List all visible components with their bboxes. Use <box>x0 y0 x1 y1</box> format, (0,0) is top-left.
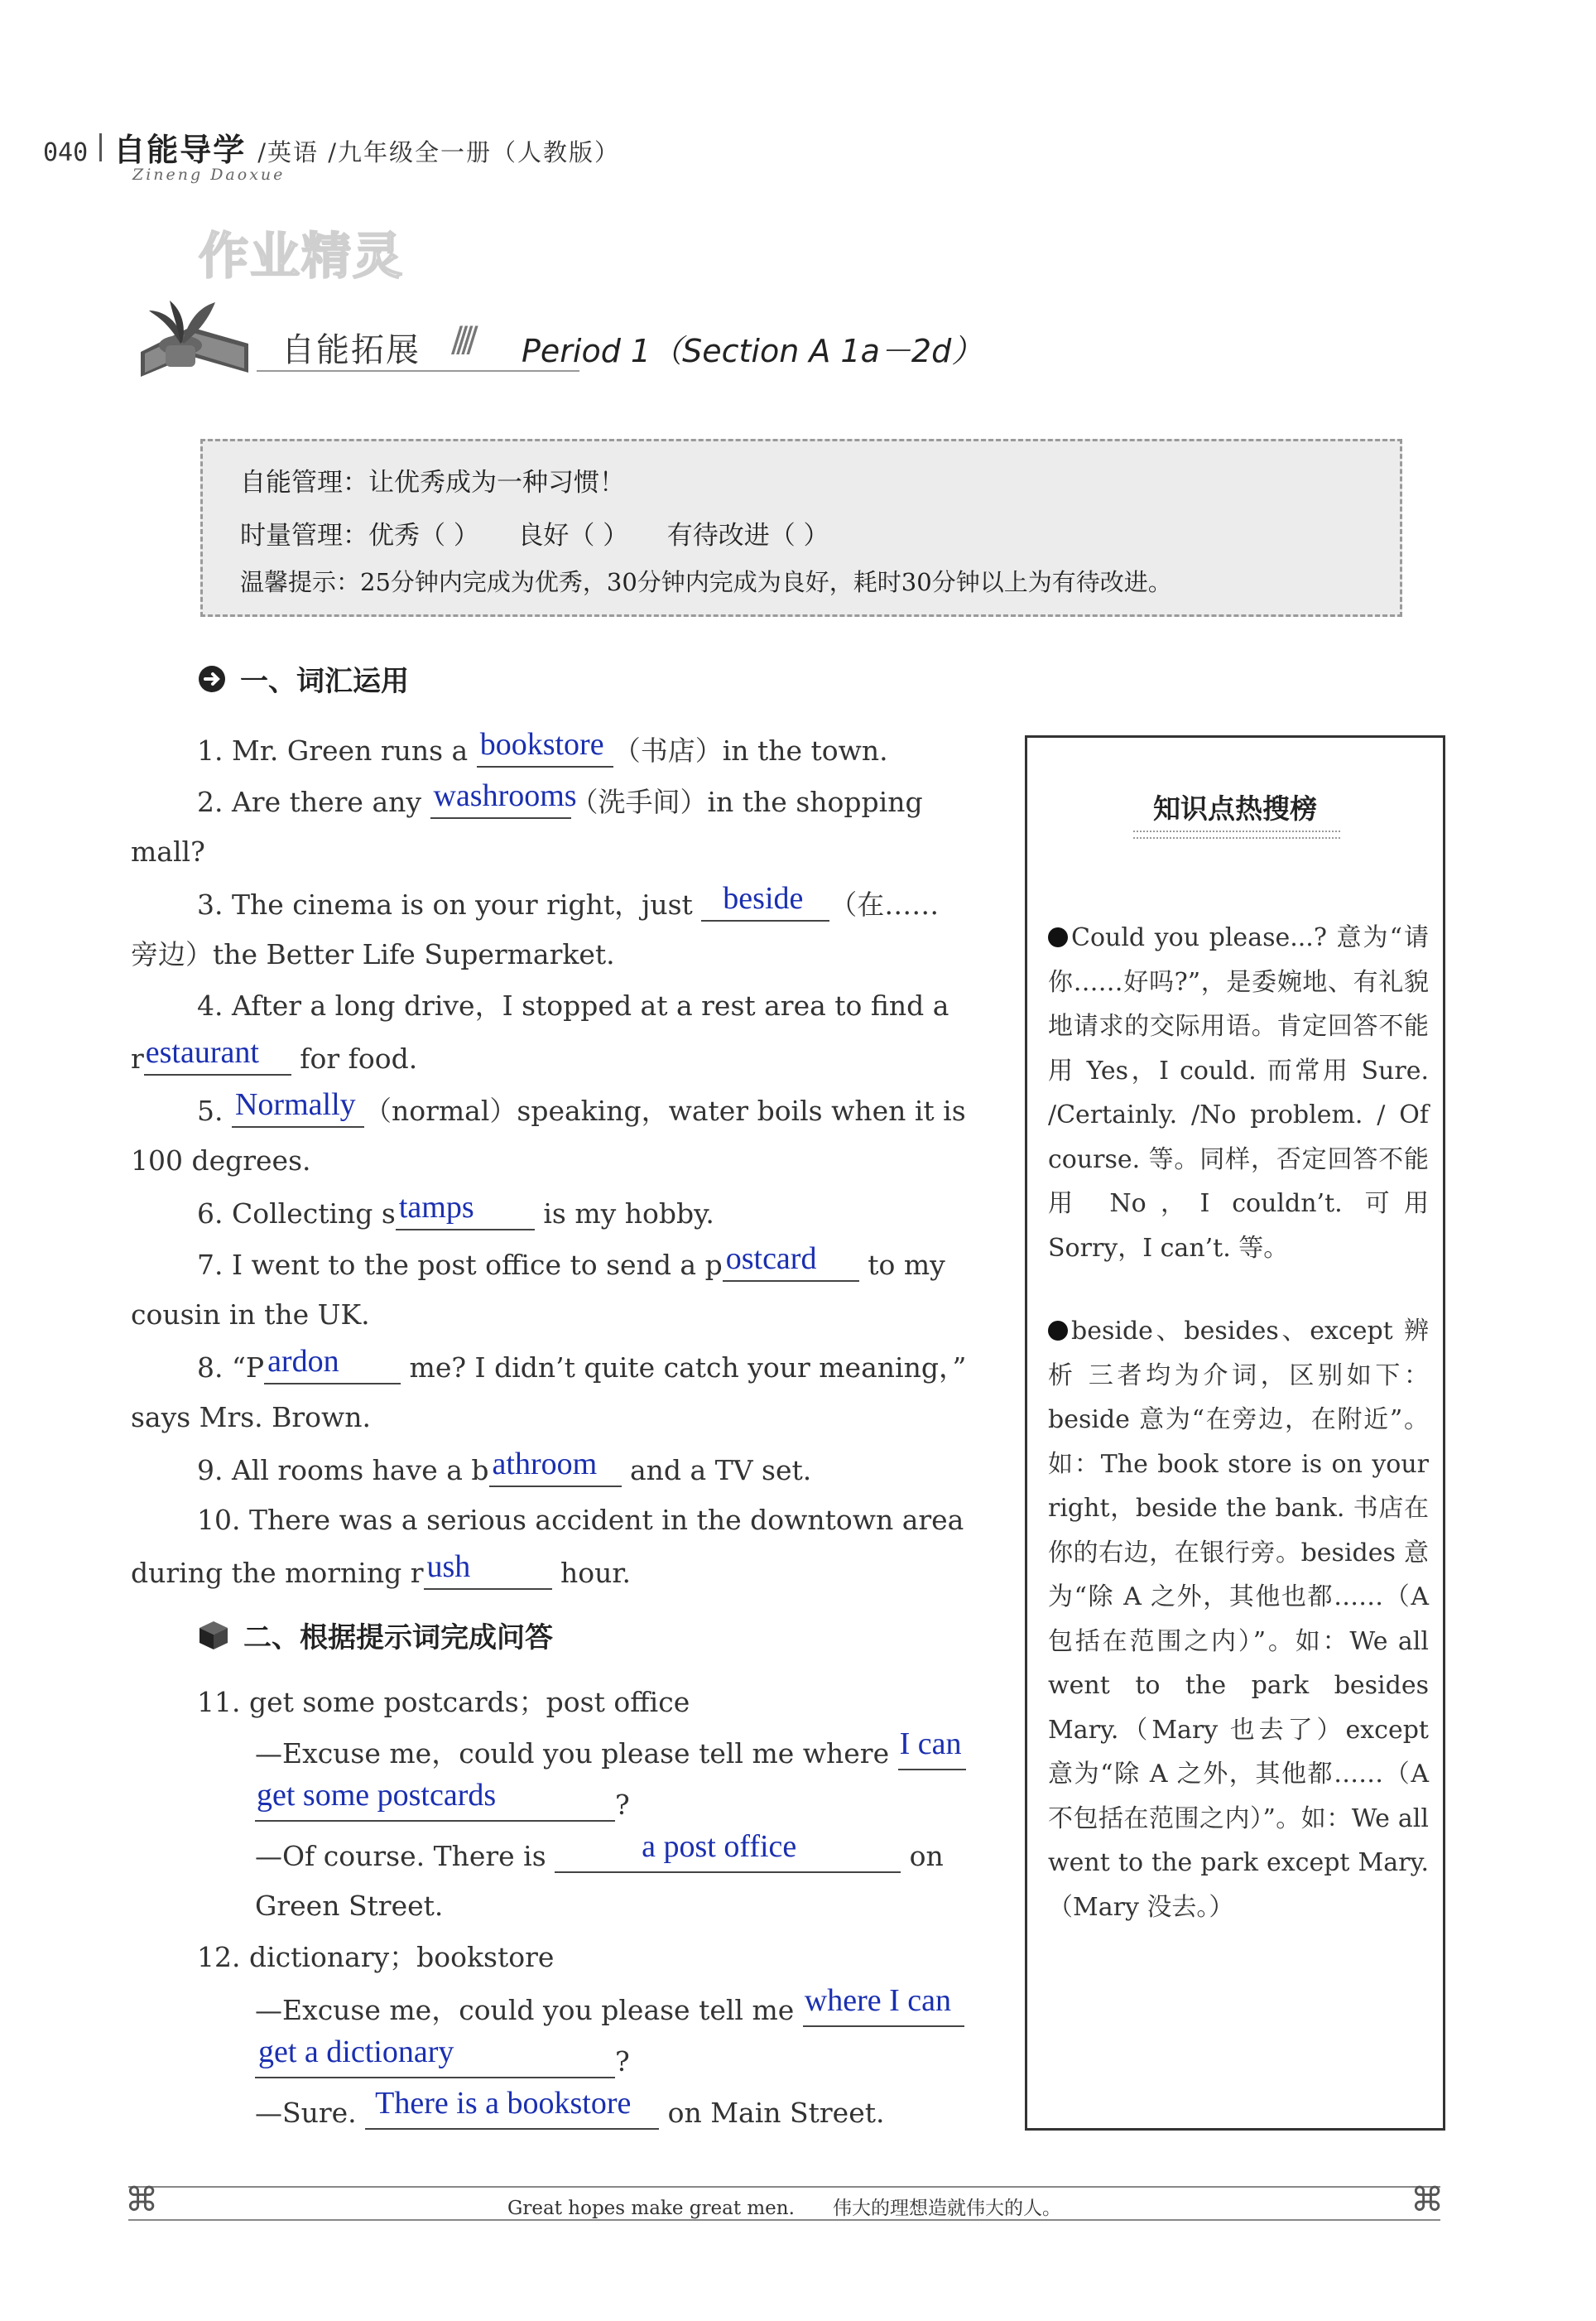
item-5-answer: Normally <box>234 1087 356 1122</box>
q11-blank-2[interactable] <box>255 1778 615 1822</box>
item-8-text: 8. “P <box>197 1351 265 1384</box>
item-3-blank[interactable] <box>701 881 829 922</box>
part2-title: 二、根据提示词完成问答 <box>243 1621 553 1654</box>
q11-line1 <box>255 1726 966 1770</box>
self-management-box <box>200 439 1402 617</box>
brand-title: 自能导学 <box>113 132 247 168</box>
q11-line4: Green Street. <box>255 1890 444 1922</box>
sidebar-tip-2 <box>1048 1309 1429 1929</box>
arrow-circle-icon <box>197 664 227 694</box>
item-7-cont: cousin in the UK. <box>131 1298 370 1331</box>
item-8-cont: says Mrs. Brown. <box>131 1401 372 1433</box>
knowledge-sidebar <box>1025 735 1445 2131</box>
q11-reply: —Of course. There is <box>255 1840 555 1872</box>
item-4-answer-prefix: r <box>131 1043 144 1075</box>
item-7-post: to my <box>858 1249 945 1281</box>
item-8 <box>197 1344 967 1384</box>
q11-reply-post: on <box>901 1840 944 1872</box>
q11-answer-2: get some postcards <box>257 1778 497 1813</box>
q12-blank-3[interactable] <box>365 2086 659 2130</box>
q12-question: —Excuse me，could you please tell me <box>255 1994 803 2026</box>
item-9-post: and a TV set. <box>621 1454 812 1486</box>
item-9 <box>197 1447 812 1487</box>
q12-blank-1[interactable] <box>803 1983 964 2027</box>
q11-answer-1: I can <box>899 1726 962 1761</box>
item-4: 4. After a long drive，I stopped at a rest area to find a <box>197 990 949 1022</box>
item-7-blank[interactable] <box>723 1241 859 1282</box>
item-7-text: 7. I went to the post office to send a p <box>197 1249 723 1281</box>
item-2-answer: washrooms <box>433 778 577 813</box>
page-footer <box>125 2181 1444 2221</box>
item-3-answer: beside <box>723 881 804 916</box>
sidebar-tip-1 <box>1048 916 1429 1270</box>
item-10-answer: ush <box>426 1549 471 1584</box>
part2-heading <box>197 1615 553 1655</box>
item-10-text: during the morning r <box>131 1557 424 1589</box>
footer-ornament-right-icon: ⌘ <box>1411 2181 1444 2219</box>
item-5-cont: 100 degrees. <box>131 1144 311 1177</box>
item-8-answer: ardon <box>267 1344 339 1379</box>
bullet-dot-icon <box>1048 927 1068 947</box>
item-10-blank[interactable] <box>424 1549 552 1590</box>
item-2-text: 2. Are there any <box>197 786 430 818</box>
q12-line1 <box>255 1983 964 2027</box>
item-10-cont <box>131 1549 632 1590</box>
item-6-text: 6. Collecting s <box>197 1197 396 1230</box>
sidebar-title: 知识点热搜榜 <box>1153 792 1317 825</box>
item-1-blank[interactable] <box>477 727 613 768</box>
q12-answer-1: where I can <box>804 1983 951 2018</box>
sidebar-tip-1-text: Could you please...? 意为“请你……好吗?”，是委婉地、有礼貌地请求的交际用语。肯定回答不能用 Yes，I could. 而常用 Sure. /Certainly. /No problem. / Of course. 等。同样，否定回答不能用 No，I couldn’t. 可用 Sorry，I can’t. 等。 <box>1048 923 1429 1263</box>
book-plant-icon <box>132 294 257 385</box>
item-4-blank[interactable] <box>144 1035 291 1076</box>
item-5-text: 5. <box>197 1095 232 1127</box>
item-5 <box>197 1087 966 1128</box>
item-4-answer: estaurant <box>145 1035 259 1070</box>
item-2-cont: mall? <box>131 835 205 868</box>
q12-answer-3: There is a bookstore <box>375 2086 632 2121</box>
q12-answer-2: get a dictionary <box>258 2034 454 2069</box>
period-title: Period 1（Section A 1a－2d） <box>522 333 983 369</box>
item-3-cont: 旁边）the Better Life Supermarket. <box>131 938 615 970</box>
footer-motto-cn: 伟大的理想造就伟大的人。 <box>832 2198 1061 2219</box>
q12-blank-2[interactable] <box>255 2034 615 2078</box>
page-header <box>43 124 620 170</box>
item-2-blank[interactable] <box>430 778 577 819</box>
page-number: 040 <box>43 138 89 167</box>
book-subtitle: /英语 /九年级全一册（人教版） <box>257 138 620 166</box>
sidebar-tip-2-text: beside、besides、except 辨析 三者均为介词，区别如下：beside 意为“在旁边，在附近”。如：The book store is on your right，beside the bank. 书店在你的右边，在银行旁。besides 意为“除 A 之外，其他也都……（A 包括在范围之内）”。如：We all went to the park besides Mary.（Mary 也去了）except 意为“除 A 之外，其他都……（A 不包括在范围之内）”。如：We all went to the park except Mary.（Mary 没去。） <box>1048 1317 1429 1922</box>
item-7 <box>197 1241 945 1282</box>
item-10: 10. There was a serious accident in the downtown area <box>197 1504 964 1536</box>
q12-line2 <box>255 2034 630 2078</box>
header-divider <box>99 133 102 161</box>
bullet-dot-icon <box>1048 1321 1068 1341</box>
item-1-answer: bookstore <box>479 727 604 762</box>
brand-pinyin: Zineng Daoxue <box>132 166 286 184</box>
mgmt-line-2: 时量管理：优秀（ ） 良好（ ） 有待改进（ ） <box>240 521 829 551</box>
watermark-logo: 作业精灵 <box>199 228 404 286</box>
q12-line3 <box>255 2086 885 2130</box>
part1-heading <box>197 658 409 699</box>
mgmt-line-3: 温馨提示：25分钟内完成为优秀，30分钟内完成为良好，耗时30分钟以上为有待改进。 <box>240 568 1172 596</box>
item-2 <box>197 778 923 819</box>
footer-motto <box>128 2193 1440 2220</box>
item-3-text: 3. The cinema is on your right，just <box>197 888 702 921</box>
section-label: 自能拓展 <box>281 331 421 369</box>
mgmt-line-1: 自能管理：让优秀成为一种习惯！ <box>240 468 625 498</box>
q11-blank-3[interactable] <box>555 1829 901 1873</box>
q11-question: —Excuse me，could you please tell me where <box>255 1737 898 1770</box>
part1-title: 一、词汇运用 <box>240 665 409 698</box>
section-title <box>132 294 1084 385</box>
q11-blank-1[interactable] <box>898 1726 966 1770</box>
item-5-blank[interactable] <box>232 1087 364 1128</box>
item-3-post: （在…… <box>829 888 940 921</box>
q12-reply-post: on Main Street. <box>659 2097 885 2129</box>
item-9-text: 9. All rooms have a b <box>197 1454 489 1486</box>
q12-prompt: 12. dictionary；bookstore <box>197 1941 555 1973</box>
q12-qmark: ? <box>615 2045 630 2078</box>
cube-icon <box>197 1619 230 1652</box>
q11-qmark: ? <box>615 1789 630 1821</box>
q11-line2 <box>255 1778 630 1822</box>
footer-ornament-left-icon: ⌘ <box>125 2181 158 2219</box>
item-4-cont <box>131 1035 418 1076</box>
item-2-post: （洗手间）in the shopping <box>570 786 923 818</box>
item-9-blank[interactable] <box>489 1447 622 1487</box>
item-8-blank[interactable] <box>264 1344 401 1384</box>
item-3 <box>197 881 940 922</box>
sidebar-title-underline <box>1133 831 1340 839</box>
item-6-blank[interactable] <box>396 1190 535 1230</box>
item-8-post: me? I didn’t quite catch your meaning，” <box>401 1351 967 1384</box>
item-7-answer: ostcard <box>725 1241 817 1276</box>
q11-prompt: 11. get some postcards；post office <box>197 1686 690 1718</box>
item-10-post: hour. <box>551 1557 632 1589</box>
item-6-answer: tamps <box>398 1190 474 1225</box>
item-1 <box>197 727 888 768</box>
item-1-post: （书店）in the town. <box>613 734 888 767</box>
item-1-text: 1. Mr. Green runs a <box>197 734 477 767</box>
q12-reply: —Sure. <box>255 2097 366 2129</box>
q11-line3 <box>255 1829 944 1873</box>
section-slashes: //// <box>451 319 472 359</box>
item-6 <box>197 1190 714 1230</box>
item-9-answer: athroom <box>492 1447 598 1481</box>
footer-motto-en: Great hopes make great men. <box>507 2198 795 2219</box>
item-4-post: for food. <box>291 1043 418 1075</box>
item-6-post: is my hobby. <box>534 1197 714 1230</box>
q11-answer-3: a post office <box>642 1829 797 1864</box>
item-5-post: （normal）speaking，water boils when it is <box>363 1095 966 1127</box>
